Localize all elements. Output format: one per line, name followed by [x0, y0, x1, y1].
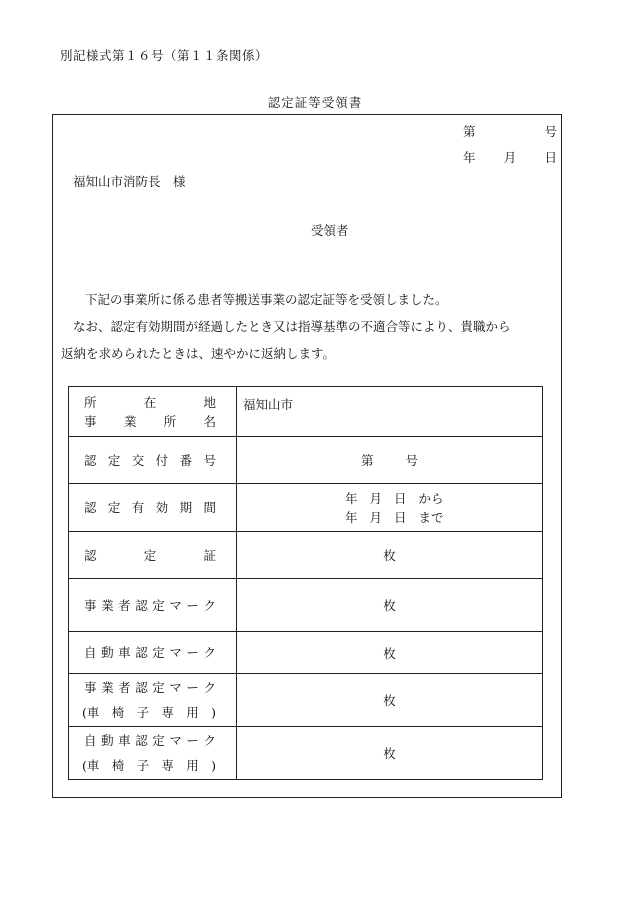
- operator-mark-wheelchair-count: 枚: [237, 674, 543, 727]
- table-row-vehicle-mark: [69, 632, 543, 674]
- table-row-validity: [69, 484, 543, 532]
- office-name-label: 事 業 所 名: [84, 413, 216, 429]
- wheelchair-sub-label: (車 椅 子 専 用 ): [82, 705, 216, 720]
- vehicle-mark-wheelchair-label: 自 動 車 認 定 マ ー ク (車 椅 子 専 用 ): [69, 727, 237, 780]
- form-number: 別記様式第１６号（第１１条関係）: [60, 48, 269, 63]
- table-row-certificate: [69, 532, 543, 579]
- addressee: 福知山市消防長 様: [73, 174, 186, 189]
- items-table: [68, 386, 543, 780]
- validity-label: 認 定 有 効 期 間: [69, 484, 237, 532]
- document-number: [463, 122, 557, 140]
- vehicle-mark-label: 自 動 車 認 定 マ ー ク: [69, 632, 237, 674]
- location-value-cell: [237, 387, 543, 437]
- certificate-count: 枚: [237, 532, 543, 579]
- table-row-operator-mark: [69, 579, 543, 632]
- validity-to: 年 月 日 まで: [345, 509, 444, 525]
- form-frame: [52, 114, 562, 798]
- date-year: 年: [463, 150, 476, 165]
- wheelchair-sub-label: (車 椅 子 専 用 ): [82, 758, 216, 773]
- operator-mark-wheelchair-label: 事 業 者 認 定 マ ー ク (車 椅 子 専 用 ): [69, 674, 237, 727]
- cert-number-value: 第 号: [237, 437, 543, 484]
- vehicle-mark-wheelchair-count: 枚: [237, 727, 543, 780]
- operator-mark-label: 事 業 者 認 定 マ ー ク: [69, 579, 237, 632]
- table-row-cert-number: [69, 437, 543, 484]
- number-suffix: 号: [544, 124, 557, 139]
- validity-value: [237, 484, 543, 532]
- location-office-label: [69, 387, 237, 437]
- location-value: 福知山市: [243, 397, 294, 412]
- table-row-operator-mark-wheelchair: [69, 674, 543, 727]
- operator-mark-count: 枚: [237, 579, 543, 632]
- body-line-1: 下記の事業所に係る患者等搬送事業の認定証等を受領しました。: [85, 292, 448, 307]
- date-day: 日: [544, 150, 557, 165]
- certificate-label: 認 定 証: [69, 532, 237, 579]
- body-line-2: なお、認定有効期間が経過したとき又は指導基準の不適合等により、貴職から: [73, 319, 511, 334]
- document-title: 認定証等受領書: [267, 95, 363, 110]
- vehicle-mark-count: 枚: [237, 632, 543, 674]
- recipient-label: 受領者: [311, 223, 349, 238]
- cert-number-label: 認 定 交 付 番 号: [69, 437, 237, 484]
- validity-from: 年 月 日 から: [345, 490, 444, 506]
- body-line-3: 返納を求められたときは、速やかに返納します。: [61, 346, 336, 361]
- date-month: 月: [503, 150, 517, 165]
- document-date: [463, 148, 557, 166]
- number-prefix: 第: [463, 124, 476, 139]
- location-label: 所 在 地: [84, 394, 216, 410]
- table-row-vehicle-mark-wheelchair: [69, 727, 543, 780]
- table-row-location: [69, 387, 543, 437]
